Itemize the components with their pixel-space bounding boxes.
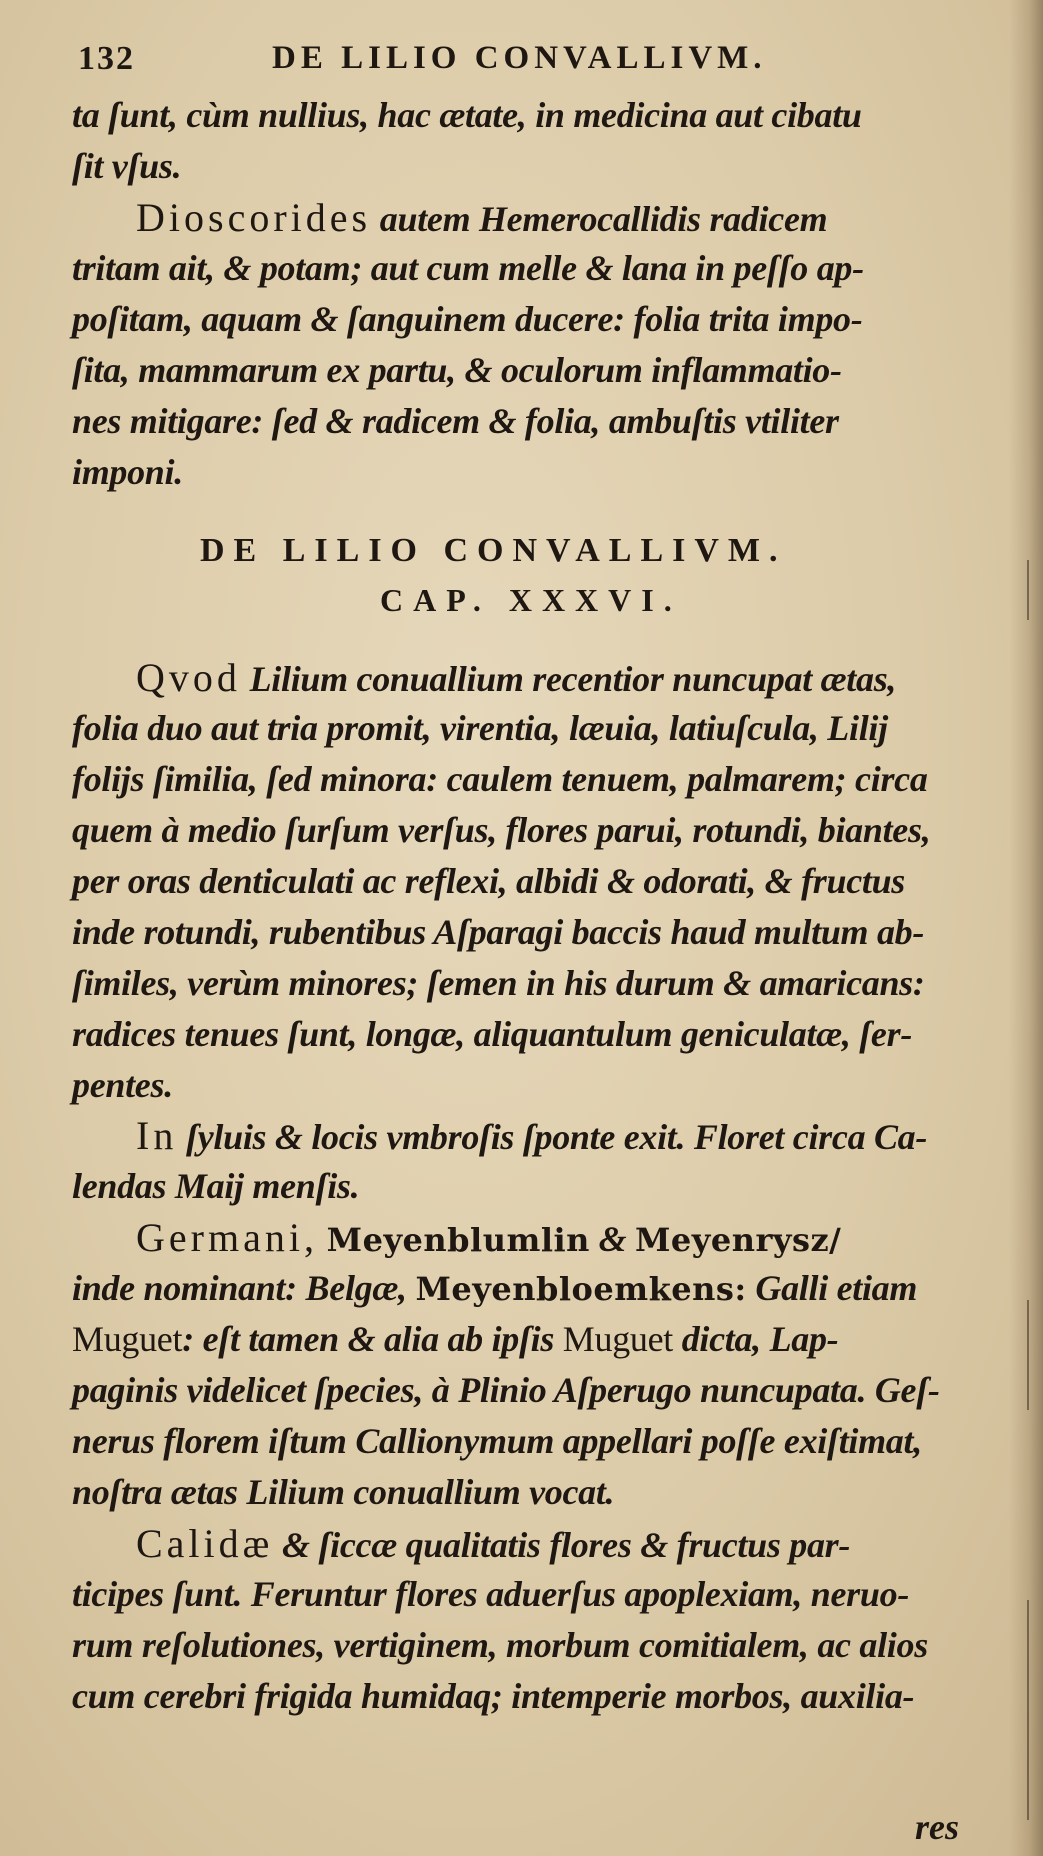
text-line: cum cerebri frigida humidaq; intemperie morbos, auxilia- (72, 1676, 915, 1716)
german-name: Meyenrysz/ (635, 1221, 842, 1259)
french-name: Muguet (562, 1319, 673, 1359)
text-line: imponi. (72, 452, 183, 492)
passage-description (72, 652, 1002, 1111)
chapter-number: CAP. XXXVI. (380, 582, 682, 618)
text-line: nes mitigare: ſed & radicem & folia, ambuſtis vtiliter (72, 401, 839, 441)
text-line: quem à medio ſurſum verſus, flores parui, rotundi, biantes, (72, 810, 931, 850)
text-line: folijs ſimilia, ſed minora: caulem tenuem, palmarem; circa (72, 759, 928, 799)
opening-word: Germani, (136, 1215, 318, 1260)
german-name: Meyenblumlin (326, 1221, 590, 1259)
text-line: poſitam, aquam & ſanguinem ducere: folia trita impo- (72, 299, 863, 339)
opening-word: Calidæ (136, 1521, 274, 1566)
text-line: radices tenues ſunt, longæ, aliquantulum geniculatæ, ſer- (72, 1014, 913, 1054)
dutch-name: Meyenbloemkens: (415, 1270, 747, 1308)
text-line: ta ſunt, cùm nullius, hac ætate, in medicina aut cibatu (72, 95, 862, 135)
passage-habitat (72, 1110, 1002, 1212)
text-line: rum reſolutiones, vertiginem, morbum comitialem, ac alios (72, 1625, 928, 1665)
running-head (78, 40, 998, 84)
opening-word: Qvod (136, 655, 241, 700)
text-line: In ſyluis & locis vmbroſis ſponte exit. Floret circa Ca- (136, 1113, 928, 1158)
text-line: paginis videlicet ſpecies, à Plinio Aſperugo nuncupata. Geſ- (72, 1370, 940, 1410)
text-line: noſtra ætas Lilium conuallium vocat. (72, 1472, 615, 1512)
text-line: inde rotundi, rubentibus Aſparagi baccis haud multum ab- (72, 912, 925, 952)
text-line: Calidæ & ſiccæ qualitatis flores & fructus par- (136, 1521, 851, 1566)
french-name: Muguet (72, 1319, 183, 1359)
page-number: 132 (78, 40, 135, 77)
passage-hemerocallis (72, 90, 1002, 498)
text-line: pentes. (72, 1065, 173, 1105)
text-line: inde nominant: Belgæ, Meyenbloemkens: Galli etiam (72, 1268, 918, 1308)
catchword: res (915, 1807, 959, 1847)
chapter-title: DE LILIO CONVALLIVM. (200, 532, 787, 569)
passage-names (72, 1212, 1002, 1518)
text-line: per oras denticulati ac reflexi, albidi & odorati, & fructus (72, 861, 906, 901)
text-line: ſit vſus. (72, 146, 182, 186)
text-line: nerus florem iſtum Callionymum appellari poſſe exiſtimat, (72, 1421, 922, 1461)
text-line: Germani, Meyenblumlin & Meyenrysz/ (136, 1215, 842, 1260)
text-line: Dioscorides autem Hemerocallidis radicem (136, 195, 828, 240)
text-line: Muguet: eſt tamen & alia ab ipſis Muguet dicta, Lap- (72, 1319, 839, 1359)
text-line: folia duo aut tria promit, virentia, læuia, latiuſcula, Lilij (72, 708, 888, 748)
text-line: ticipes ſunt. Feruntur flores aduerſus apoplexiam, neruo- (72, 1574, 910, 1614)
text-line: ſita, mammarum ex partu, & oculorum inflammatio- (72, 350, 842, 390)
text-line: lendas Maij menſis. (72, 1166, 360, 1206)
text-line: Qvod Lilium conuallium recentior nuncupat ætas, (136, 655, 897, 700)
page-edge-line (1027, 1300, 1029, 1410)
running-title: DE LILIO CONVALLIVM. (272, 40, 767, 76)
text-line: ſimiles, verùm minores; ſemen in his durum & amaricans: (72, 963, 925, 1003)
text-line: tritam ait, & potam; aut cum melle & lana in peſſo ap- (72, 248, 864, 288)
page-edge-line (1027, 560, 1029, 620)
page-edge-shadow (1009, 0, 1043, 1856)
author-name-dioscorides: Dioscorides (136, 195, 372, 240)
opening-word: In (136, 1113, 178, 1158)
passage-virtues (72, 1518, 1002, 1722)
page-edge-line (1027, 1600, 1029, 1820)
